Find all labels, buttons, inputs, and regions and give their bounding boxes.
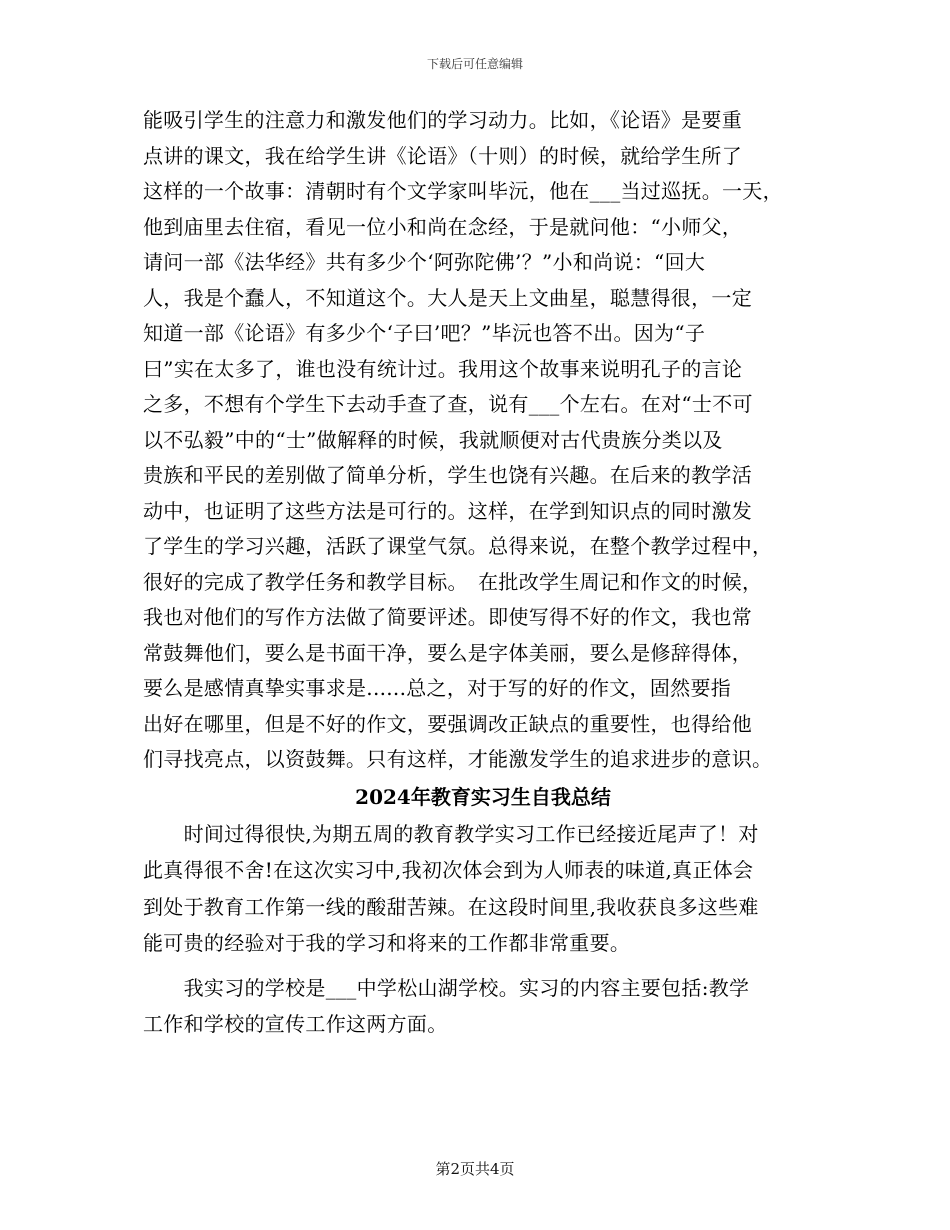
document-body	[143, 103, 823, 1043]
text-line: 出好在哪里，但是不好的作文，要强调改正缺点的重要性，也得给他	[143, 711, 752, 736]
text-line: 人，我是个蠢人，不知道这个。大人是天上文曲星，聪慧得很，一定	[143, 285, 752, 310]
text-line: 时间过得很快,为期五周的教育教学实习工作已经接近尾声了！对	[143, 821, 759, 846]
text-line: 曰”实在太多了，谁也没有统计过。我用这个故事来说明孔子的言论	[143, 356, 743, 381]
paragraph-intro	[143, 816, 823, 962]
page-number: 第2页共4页	[435, 1160, 515, 1178]
text-line: 能吸引学生的注意力和激发他们的学习动力。比如，《论语》是要重	[143, 108, 742, 132]
section-title: 2024年教育实习生自我总结	[355, 784, 611, 809]
text-line: 到处于教育工作第一线的酸甜苦辣。在这段时间里,我收获良多这些难	[143, 894, 759, 919]
text-line: 点讲的课文，我在给学生讲《论语》（十则）的时候，就给学生所了	[143, 143, 742, 168]
text-line: 知道一部《论语》有多少个‘子曰’吧？”毕沅也答不出。因为“子	[143, 321, 706, 345]
text-line: 常鼓舞他们，要么是书面干净，要么是字体美丽，要么是修辞得体，	[143, 640, 752, 665]
text-line: 要么是感情真挚实事求是......总之，对于写的好的作文，固然要指	[143, 676, 732, 700]
text-line: 此真得很不舍!在这次实习中,我初次体会到为人师表的味道,真正体会	[143, 858, 754, 882]
text-line: 他到庙里去住宿，看见一位小和尚在念经，于是就问他：“小师父，	[143, 214, 743, 239]
body-text-block	[143, 103, 823, 778]
text-line: 们寻找亮点，以资鼓舞。只有这样，才能激发学生的追求进步的意识。	[143, 747, 773, 771]
text-line: 以不弘毅”中的“士”做解释的时候，我就顺便对古代贵族分类以及	[143, 427, 723, 452]
paragraph-school	[143, 970, 823, 1043]
paragraph-gap	[143, 962, 823, 970]
text-line: 贵族和平民的差别做了简单分析，学生也饶有兴趣。在后来的教学活	[143, 463, 752, 487]
text-line: 请问一部《法华经》共有多少个‘阿弥陀佛’？”小和尚说：“回大	[143, 250, 706, 274]
text-line: 我也对他们的写作方法做了简要评述。即使写得不好的作文，我也常	[143, 605, 752, 629]
text-line: 我实习的学校是___中学松山湖学校。实习的内容主要包括:教学	[143, 975, 750, 1000]
text-line: 之多，不想有个学生下去动手查了查，说有___个左右。在对“士不可	[143, 392, 753, 416]
header-note: 下载后可任意编辑	[426, 57, 523, 71]
text-line: 动中，也证明了这些方法是可行的。这样，在学到知识点的同时激发	[143, 498, 752, 523]
text-line: 工作和学校的宣传工作这两方面。	[143, 1012, 448, 1036]
text-line: 这样的一个故事：清朝时有个文学家叫毕沅，他在___当过巡抚。一天，	[143, 179, 783, 203]
text-line: 很好的完成了教学任务和教学目标。 在批改学生周记和作文的时候，	[143, 569, 763, 594]
text-line: 了学生的学习兴趣，活跃了课堂气氛。总得来说，在整个教学过程中，	[143, 534, 773, 558]
text-line: 能可贵的经验对于我的学习和将来的工作都非常重要。	[143, 931, 631, 955]
